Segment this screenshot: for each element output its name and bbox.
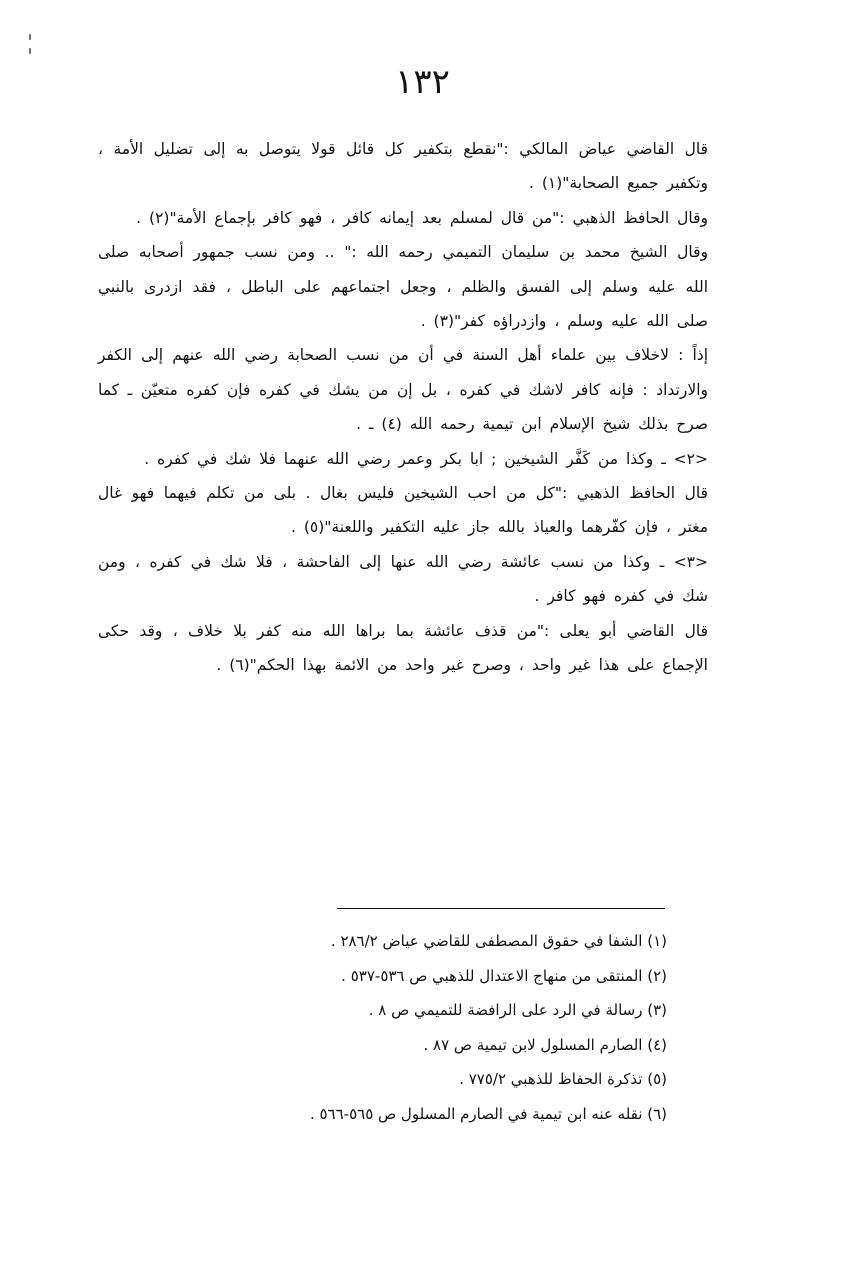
footnote: (٣) رسالة في الرد على الرافضة للتميمي ص ٨ .	[368, 1001, 667, 1019]
footnote: (٦) نقله عنه ابن تيمية في الصارم المسلول ص ٥٦٥-٥٦٦ .	[309, 1104, 667, 1123]
footnotes	[107, 924, 667, 1131]
page-number: ١٣٢	[395, 62, 450, 102]
paragraph: قال القاضي أبو يعلى :"من قذف عائشة بما براها الله منه كفر بلا خلاف ، وقد حكى الإجماع على هذا غير واحد ، وصرح غير واحد من الائمة بهذا الحكم"(٦) .	[98, 621, 708, 675]
paragraph: قال الحافظ الذهبي :"كل من احب الشيخين فليس بغال . بلى من تكلم فيهما فهو غال مغتر ، فإن كفّرهما والعياذ بالله جاز عليه التكفير واللعنة"(٥) .	[98, 484, 708, 537]
paragraph: قال القاضي عياض المالكي :"نقطع بتكفير كل قائل قولا يتوصل به إلى تضليل الأمة ، وتكفير جميع الصحابة"(١) .	[98, 140, 708, 193]
main-text	[98, 132, 708, 683]
paragraph: إذاً : لاخلاف بين علماء أهل السنة في أن من نسب الصحابة رضي الله عنهم إلى الكفر والارتداد : فإنه كافر لاشك في كفره ، بل إن من يشك في كفره فإن كفره متعيّن ـ كما صرح بذلك شيخ الإسلام ابن تيمية رحمه الله (٤) ـ .	[98, 346, 708, 434]
footnote-separator	[337, 908, 665, 909]
paragraph: <٢> ـ وكذا من كَفَّر الشيخين ; ابا بكر وعمر رضي الله عنهما فلا شك في كفره .	[144, 449, 708, 468]
footnote: (٥) تذكرة الحفاظ للذهبي ٧٧٥/٢ .	[459, 1070, 667, 1088]
footnote: (٤) الصارم المسلول لابن تيمية ص ٨٧ .	[423, 1035, 667, 1054]
paragraph: وقال الشيخ محمد بن سليمان التميمي رحمه الله :" .. ومن نسب جمهور أصحابه صلى الله عليه وسلم إلى الفسق والظلم ، وجعل اجتماعهم على الباطل ، فقد ازدرى بالنبي صلى الله عليه وسلم ، وازدراؤه كفر"(٣) .	[98, 243, 708, 331]
scan-edge-mark	[29, 48, 31, 54]
scan-edge-mark	[29, 34, 31, 40]
footnote: (١) الشفا في حقوق المصطفى للقاضي عياض ٢٨٦/٢ .	[330, 932, 667, 950]
paragraph: <٣> ـ وكذا من نسب عائشة رضي الله عنها إلى الفاحشة ، فلا شك في كفره ، ومن شك في كفره فهو كافر .	[98, 552, 708, 606]
paragraph: وقال الحافظ الذهبي :"من قال لمسلم بعد إيمانه كافر ، فهو كافر بإجماع الأمة"(٢) .	[136, 208, 708, 227]
footnote: (٢) المنتقى من منهاج الاعتدال للذهبي ص ٥٣٦-٥٣٧ .	[341, 966, 667, 985]
